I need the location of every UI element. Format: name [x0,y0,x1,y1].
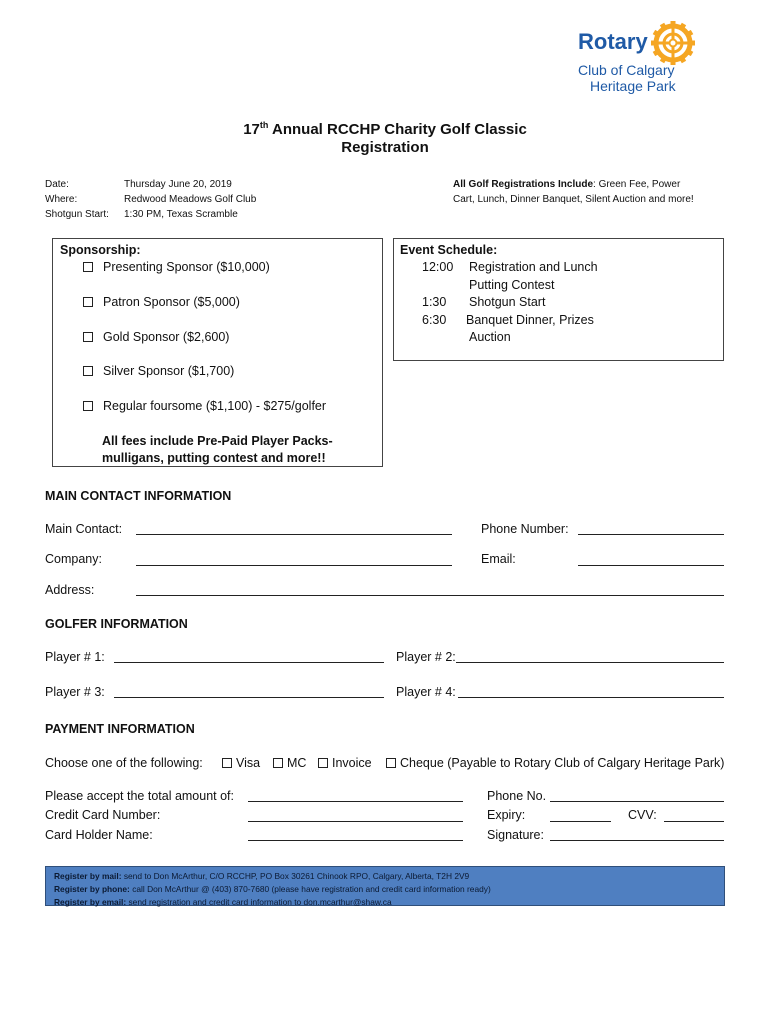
schedule-heading: Event Schedule: [400,243,498,257]
schedule-time: 6:30 [422,313,447,327]
sponsor-option-label: Patron Sponsor ($5,000) [103,295,240,309]
phone-no-field[interactable] [550,801,724,802]
schedule-event: Shotgun Start [469,295,546,309]
phone-number-label: Phone Number: [481,522,569,536]
main-contact-heading: MAIN CONTACT INFORMATION [45,489,232,503]
sponsor-option-silver[interactable] [83,364,234,378]
checkbox[interactable] [83,401,93,411]
payment-option-cheque[interactable] [386,756,724,770]
total-amount-label: Please accept the total amount of: [45,789,235,803]
event-schedule-box [393,238,724,361]
payment-option-label: MC [287,756,307,770]
page-subtitle: Registration [341,139,429,156]
payment-option-invoice[interactable] [318,756,372,770]
schedule-time: 12:00 [422,260,454,274]
includes-line-1: : Green Fee, Power [593,179,681,190]
schedule-event: Auction [469,330,511,344]
checkbox[interactable] [83,366,93,376]
company-label: Company: [45,552,102,566]
event-details [45,177,375,222]
total-amount-field[interactable] [248,801,463,802]
player-1-field[interactable] [114,662,384,663]
player-3-field[interactable] [114,697,384,698]
register-email-text: send registration and credit card information to don.mcarthur@shaw.ca [128,897,392,907]
payment-option-mc[interactable] [273,756,306,770]
note-line-1: All fees include Pre-Paid Player Packs- [102,434,333,448]
title-text: Annual RCCHP Charity Golf Classic [272,121,527,138]
sponsor-option-label: Silver Sponsor ($1,700) [103,364,235,378]
register-phone-text: call Don McArthur @ (403) 870-7680 (please have registration and credit card information ready) [132,884,491,894]
sponsor-option-label: Regular foursome ($1,100) - $275/golfer [103,399,327,413]
expiry-field[interactable] [550,821,611,822]
register-mail-text: send to Don McArthur, C/O RCCHP, PO Box 30261 Chinook RPO, Calgary, Alberta, T2H 2V9 [123,871,470,881]
signature-field[interactable] [550,840,724,841]
payment-option-label: Invoice [332,756,372,770]
checkbox[interactable] [83,262,93,272]
sponsor-option-gold[interactable] [83,330,229,344]
player-3-label: Player # 3: [45,685,105,699]
player-2-field[interactable] [456,662,724,663]
shotgun-value: 1:30 PM, Texas Scramble [124,209,238,220]
address-field[interactable] [136,595,724,596]
main-contact-label: Main Contact: [45,522,123,536]
title-ordinal: 17 [243,121,260,138]
logo-name: Rotary [578,29,648,54]
schedule-time: 1:30 [422,295,447,309]
register-instructions [45,866,725,906]
sponsor-option-foursome[interactable] [83,399,326,413]
checkbox[interactable] [273,758,283,768]
player-1-label: Player # 1: [45,650,105,664]
payment-option-visa[interactable] [222,756,260,770]
email-field[interactable] [578,565,724,566]
checkbox[interactable] [386,758,396,768]
phone-no-label: Phone No. [487,789,547,803]
where-value: Redwood Meadows Golf Club [124,194,257,205]
address-label: Address: [45,583,95,597]
payment-heading: PAYMENT INFORMATION [45,722,195,736]
expiry-label: Expiry: [487,808,526,822]
checkbox[interactable] [222,758,232,768]
sponsorship-heading: Sponsorship: [60,243,141,257]
payment-option-label: Visa [236,756,261,770]
credit-card-label: Credit Card Number: [45,808,161,822]
sponsorship-note [102,433,333,467]
player-4-field[interactable] [458,697,724,698]
register-email-label: Register by email: [54,897,127,907]
player-2-label: Player # 2: [396,650,456,664]
phone-number-field[interactable] [578,534,724,535]
schedule-event: Registration and Lunch [469,260,598,274]
register-phone-label: Register by phone: [54,884,130,894]
checkbox[interactable] [83,332,93,342]
date-label: Date: [45,179,69,190]
date-value: Thursday June 20, 2019 [124,179,232,190]
sponsor-option-label: Gold Sponsor ($2,600) [103,330,230,344]
rotary-logo [576,20,706,98]
schedule-event: Putting Contest [469,278,555,292]
rotary-wheel-icon [650,20,696,66]
credit-card-field[interactable] [248,821,463,822]
checkbox[interactable] [83,297,93,307]
sponsor-option-label: Presenting Sponsor ($10,000) [103,260,270,274]
payment-choose-label: Choose one of the following: [45,756,203,770]
company-field[interactable] [136,565,452,566]
golfer-heading: GOLFER INFORMATION [45,617,188,631]
includes-line-2: Cart, Lunch, Dinner Banquet, Silent Auction and more! [453,194,694,205]
registration-includes [453,177,733,207]
logo-line-1: Club of Calgary [578,62,675,78]
email-label: Email: [481,552,516,566]
main-contact-field[interactable] [136,534,452,535]
register-mail-label: Register by mail: [54,871,122,881]
note-line-2: mulligans, putting contest and more!! [102,451,326,465]
includes-heading: All Golf Registrations Include [453,179,594,190]
where-label: Where: [45,194,78,205]
card-holder-field[interactable] [248,840,463,841]
shotgun-label: Shotgun Start: [45,209,109,220]
payment-option-label: Cheque (Payable to Rotary Club of Calgary Heritage Park) [400,756,725,770]
sponsorship-box [52,238,383,467]
sponsor-option-presenting[interactable] [83,260,270,274]
card-holder-label: Card Holder Name: [45,828,153,842]
logo-line-2: Heritage Park [590,78,676,94]
player-4-label: Player # 4: [396,685,456,699]
schedule-event: Banquet Dinner, Prizes [466,313,594,327]
cvv-label: CVV: [628,808,657,822]
title-ordinal-suffix: th [259,120,269,130]
cvv-field[interactable] [664,821,724,822]
checkbox[interactable] [318,758,328,768]
signature-label: Signature: [487,828,544,842]
sponsor-option-patron[interactable] [83,295,240,309]
